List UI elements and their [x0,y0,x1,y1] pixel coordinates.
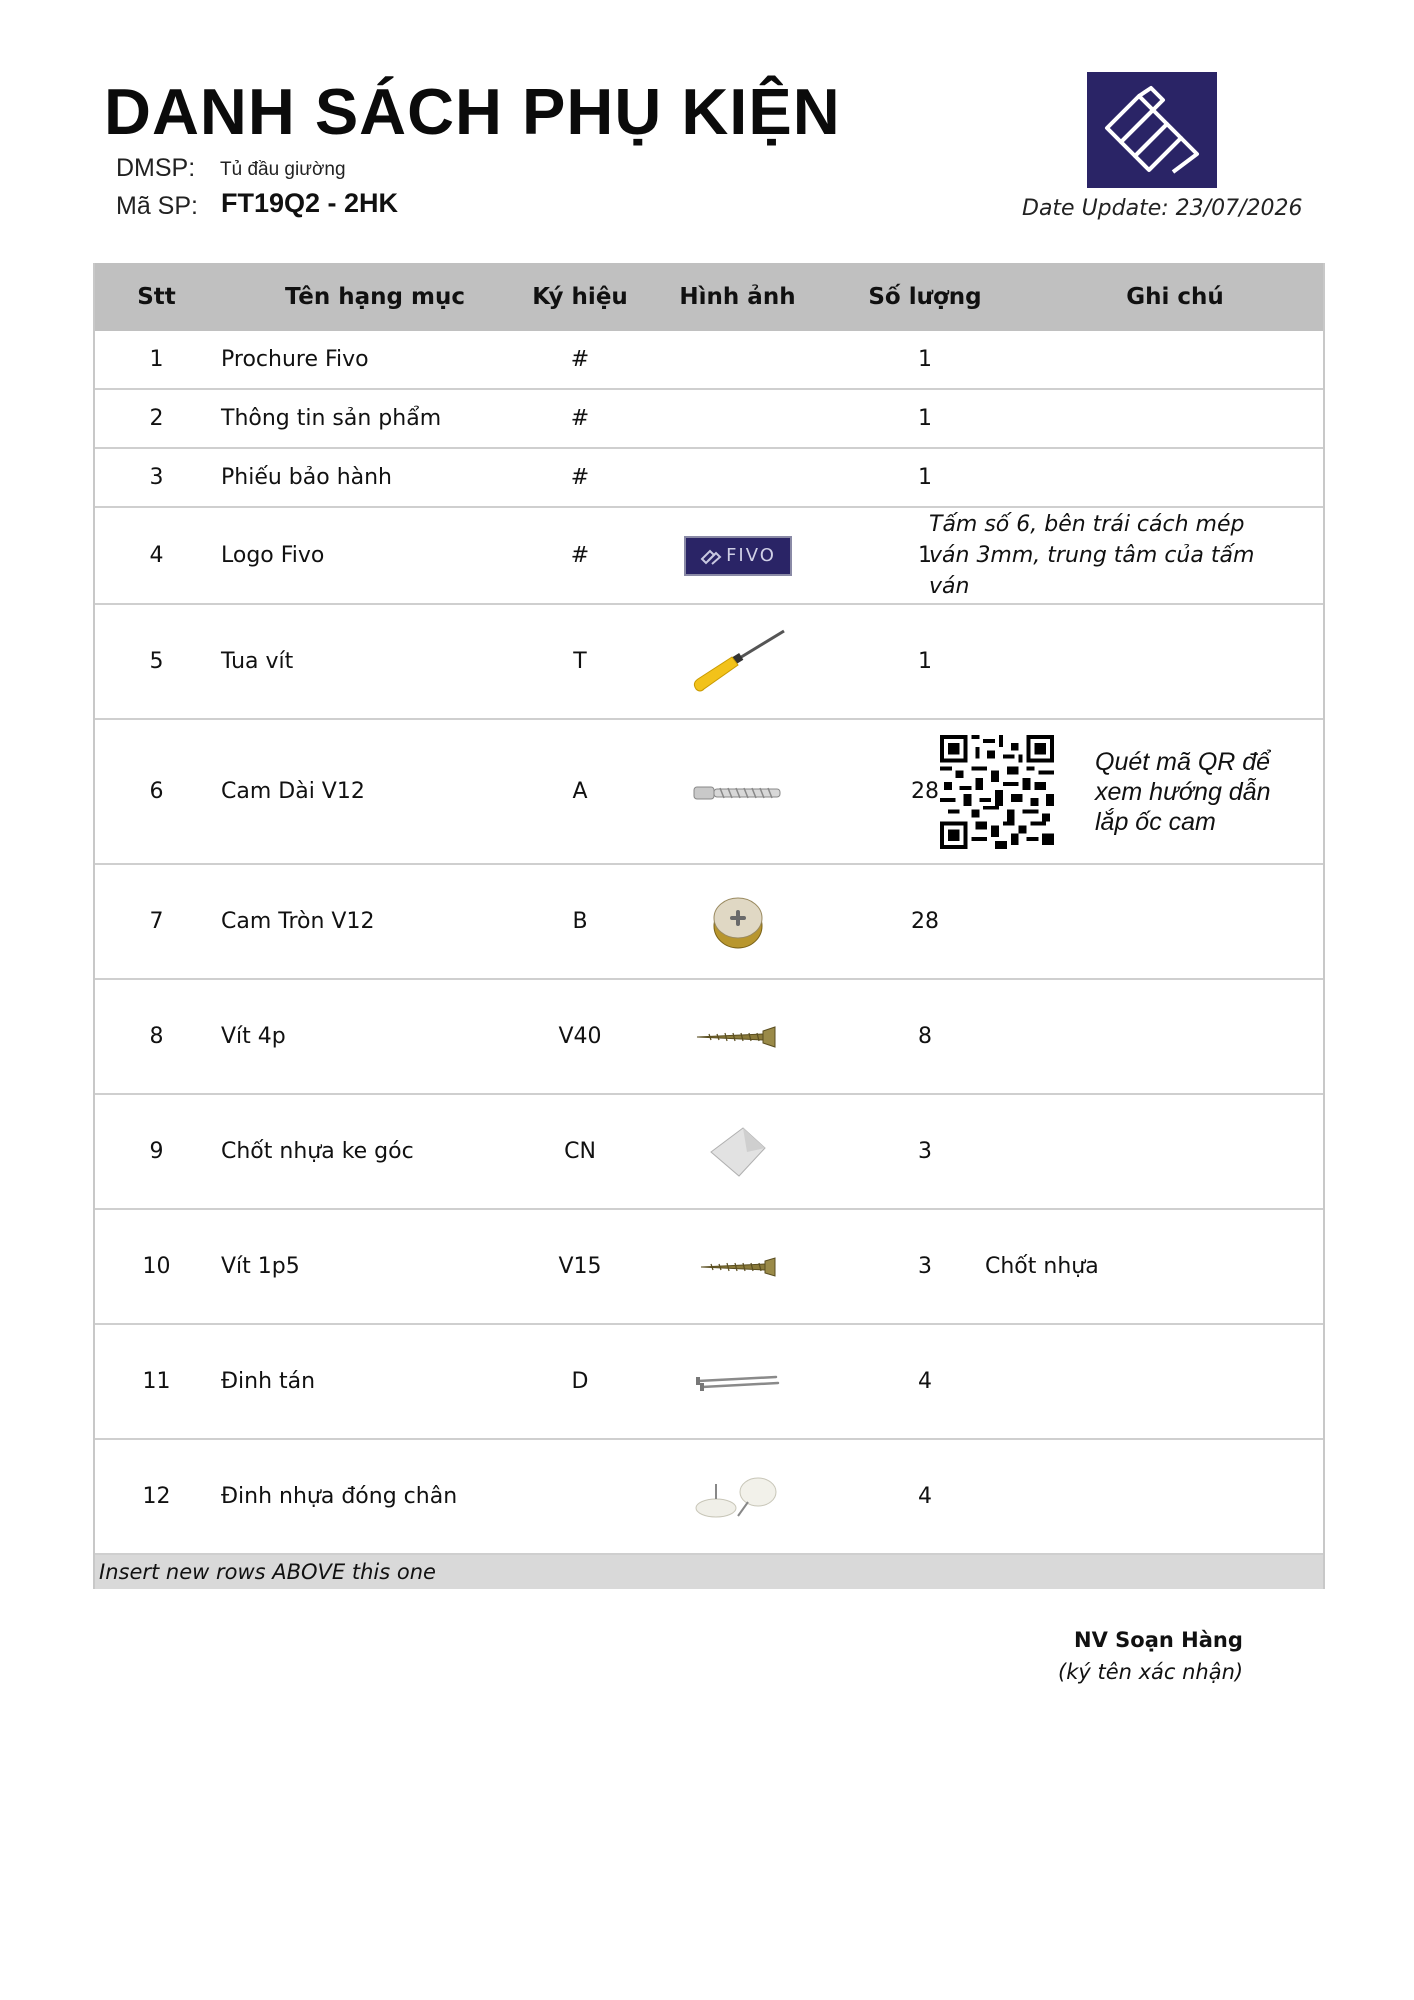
masp-label: Mã SP: [116,192,198,220]
row-name: Vít 4p [221,1024,286,1049]
date-update: Date Update: 23/07/2026 [1022,196,1303,221]
row-symbol: A [572,779,588,804]
plastic-foot-nail-icon [692,1472,784,1522]
row-name: Cam Tròn V12 [221,909,375,934]
short-screw-icon [693,1255,783,1279]
row-stt: 11 [142,1369,171,1394]
row-symbol: V15 [558,1254,602,1279]
row-stt: 9 [149,1139,164,1164]
table-row [95,1325,1323,1440]
dmsp-value: Tủ đầu giường [220,159,346,180]
corner-plastic-icon [703,1122,773,1182]
row-qty: 1 [918,347,932,372]
table-row [95,1210,1323,1325]
table-row [95,1440,1323,1555]
row-qty: 3 [918,1254,932,1279]
row-qty: 1 [918,543,932,568]
table-row [95,605,1323,720]
signature-title: NV Soạn Hàng [1074,1628,1243,1652]
col-header-image: Hình ảnh [679,284,796,310]
col-header-symbol: Ký hiệu [532,284,628,310]
row-stt: 7 [149,909,164,934]
row-image [647,865,829,978]
masp-value: FT19Q2 - 2HK [221,188,399,218]
row-image [647,720,829,863]
screw-icon [693,1025,783,1049]
col-header-stt: Stt [137,284,176,310]
table-row [95,390,1323,449]
fivo-logo-text: FIVO [726,545,776,566]
row-image [647,1325,829,1438]
row-symbol: CN [564,1139,596,1164]
row-name: Logo Fivo [221,543,325,568]
table-header [95,263,1323,331]
row-qty: 1 [918,465,932,490]
row-stt: 6 [149,779,164,804]
table-row [95,865,1323,980]
row-symbol: # [570,465,590,490]
row-name: Chốt nhựa ke góc [221,1139,414,1164]
round-cam-icon [708,892,768,952]
row-image [647,605,829,718]
row-name: Thông tin sản phẩm [221,406,442,431]
row-name: Đinh tán [221,1369,316,1394]
row-symbol: B [572,909,588,934]
page-title: DANH SÁCH PHỤ KIỆN [104,75,841,148]
row-image [647,1095,829,1208]
table-row [95,449,1323,508]
row-stt: 8 [149,1024,164,1049]
qr-code-icon [940,735,1054,849]
fivo-mark-icon [700,547,722,565]
row-qty: 4 [918,1484,932,1509]
col-header-note: Ghi chú [1126,284,1224,310]
row-qty: 8 [918,1024,932,1049]
row-name: Cam Dài V12 [221,779,365,804]
table-row [95,980,1323,1095]
row-qty: 28 [911,909,939,934]
row-name: Đinh nhựa đóng chân [221,1484,458,1509]
dmsp-label: DMSP: [116,154,196,182]
table-row [95,720,1323,865]
row-stt: 3 [149,465,164,490]
row-symbol: V40 [558,1024,602,1049]
row-stt: 1 [149,347,164,372]
row-symbol: # [570,347,590,372]
row-name: Tua vít [221,649,294,674]
row-image [647,980,829,1093]
table-row [95,331,1323,390]
row-qty: 1 [918,406,932,431]
row-name: Phiếu bảo hành [221,465,393,490]
col-header-qty: Số lượng [868,284,982,310]
row-symbol: T [573,649,587,674]
brand-logo [1087,72,1217,188]
row-symbol: # [570,406,590,431]
fivo-logo-badge [684,536,792,576]
row-qty: 4 [918,1369,932,1394]
table-row [95,508,1323,605]
row-qty: 28 [911,779,939,804]
row-symbol [525,1440,635,1553]
row-qty: 1 [918,649,932,674]
row-image [647,1440,829,1553]
row-note: Tấm số 6, bên trái cách mép ván 3mm, trung tâm của tấm ván [929,512,1255,599]
screwdriver-icon [688,627,788,697]
row-stt: 12 [142,1484,171,1509]
row-image [647,1210,829,1323]
col-header-name: Tên hạng mục [284,284,465,310]
long-cam-icon [688,777,788,807]
row-stt: 5 [149,649,164,674]
qr-code[interactable] [937,720,1057,863]
row-symbol: # [570,543,590,568]
row-stt: 2 [149,406,164,431]
row-image [647,508,829,603]
row-stt: 4 [149,543,164,568]
brand-logo-mark-icon [1087,72,1217,188]
row-name: Vít 1p5 [221,1254,300,1279]
signature-subtitle: (ký tên xác nhận) [1058,1660,1244,1684]
table-row [95,1095,1323,1210]
row-symbol: D [571,1369,589,1394]
row-note: Chốt nhựa [985,1254,1099,1279]
accessory-table [93,263,1325,1589]
row-qty: 3 [918,1139,932,1164]
nail-icon [692,1367,784,1397]
insert-rows-footnote: Insert new rows ABOVE this one [95,1555,1323,1589]
qr-instruction: Quét mã QR để xem hướng dẫn lắp ốc cam [1095,747,1271,836]
row-name: Prochure Fivo [221,347,369,372]
row-stt: 10 [142,1254,171,1279]
